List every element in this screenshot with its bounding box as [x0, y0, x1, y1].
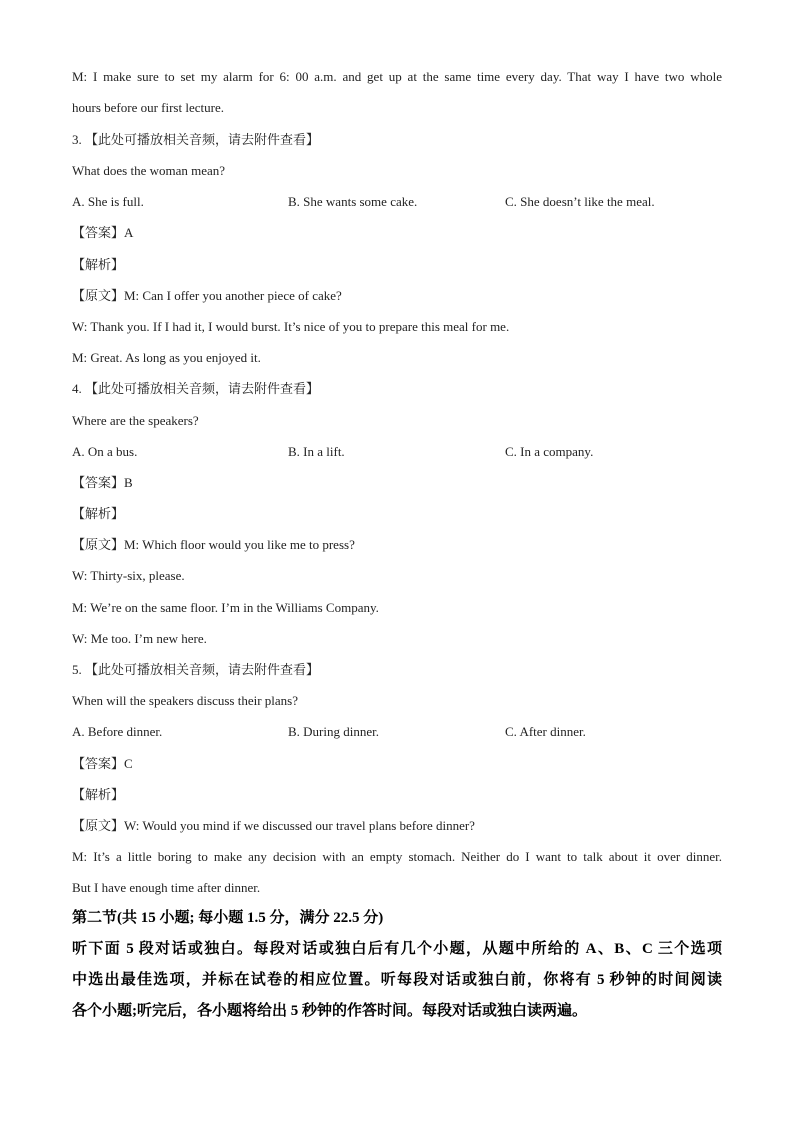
q4-script-line: M: We’re on the same floor. I’m in the Williams Company. — [72, 600, 379, 615]
q3-option-c: C. She doesn’t like the meal. — [505, 194, 655, 209]
q5-analysis: 【解析】 — [72, 787, 125, 802]
section-title: 第二节(共 15 小题; 每小题 1.5 分，满分 22.5 分) — [72, 910, 384, 926]
q3-option-a: A. She is full. — [72, 194, 144, 209]
q4-script-line: 【原文】M: Which floor would you like me to press? — [72, 537, 355, 552]
q4-option-a: A. On a bus. — [72, 444, 138, 459]
q4-option-b: B. In a lift. — [288, 444, 345, 459]
q5-option-b: B. During dinner. — [288, 724, 379, 739]
section-instruction-line: 中选出最佳选项，并标在试卷的相应位置。听每段对话或独白前，你将有 5 秒钟的时间阅读 — [72, 972, 722, 988]
section-instruction-line: 各个小题;听完后，各小题将给出 5 秒钟的作答时间。每段对话或独白读两遍。 — [72, 1003, 587, 1019]
section-instruction-line: 听下面 5 段对话或独白。每段对话或独白后有几个小题，从题中所给的 A、B、C 三个选项 — [72, 941, 722, 957]
intro-line-2: hours before our first lecture. — [72, 100, 224, 115]
q5-option-a: A. Before dinner. — [72, 724, 163, 739]
q5-option-c: C. After dinner. — [505, 724, 586, 739]
q4-question: Where are the speakers? — [72, 413, 199, 428]
q3-script-line: W: Thank you. If I had it, I would burst. It’s nice of you to prepare this meal for me. — [72, 319, 510, 334]
q3-script-line: 【原文】M: Can I offer you another piece of cake? — [72, 288, 342, 303]
intro-line-1: M: I make sure to set my alarm for 6: 00 a.m. and get up at the same time every day. That way I have two whole — [72, 69, 722, 84]
q3-script-line: M: Great. As long as you enjoyed it. — [72, 350, 261, 365]
q5-question: When will the speakers discuss their plans? — [72, 693, 298, 708]
q4-analysis: 【解析】 — [72, 506, 125, 521]
q5-script-line: M: It’s a little boring to make any decision with an empty stomach. Neither do I want to talk about it over dinner. — [72, 849, 722, 864]
q4-header: 4. 【此处可播放相关音频，请去附件查看】 — [72, 381, 320, 396]
q5-script-line: 【原文】W: Would you mind if we discussed our travel plans before dinner? — [72, 818, 475, 833]
q4-option-c: C. In a company. — [505, 444, 594, 459]
q4-answer: 【答案】B — [72, 475, 133, 490]
q5-header: 5. 【此处可播放相关音频，请去附件查看】 — [72, 662, 320, 677]
q3-header: 3. 【此处可播放相关音频，请去附件查看】 — [72, 132, 320, 147]
q4-script-line: W: Me too. I’m new here. — [72, 631, 207, 646]
q3-question: What does the woman mean? — [72, 163, 226, 178]
q3-answer: 【答案】A — [72, 225, 134, 240]
q5-answer: 【答案】C — [72, 756, 133, 771]
q3-analysis: 【解析】 — [72, 257, 125, 272]
q4-script-line: W: Thirty-six, please. — [72, 568, 185, 583]
q3-option-b: B. She wants some cake. — [288, 194, 418, 209]
q5-script-line: But I have enough time after dinner. — [72, 880, 261, 895]
